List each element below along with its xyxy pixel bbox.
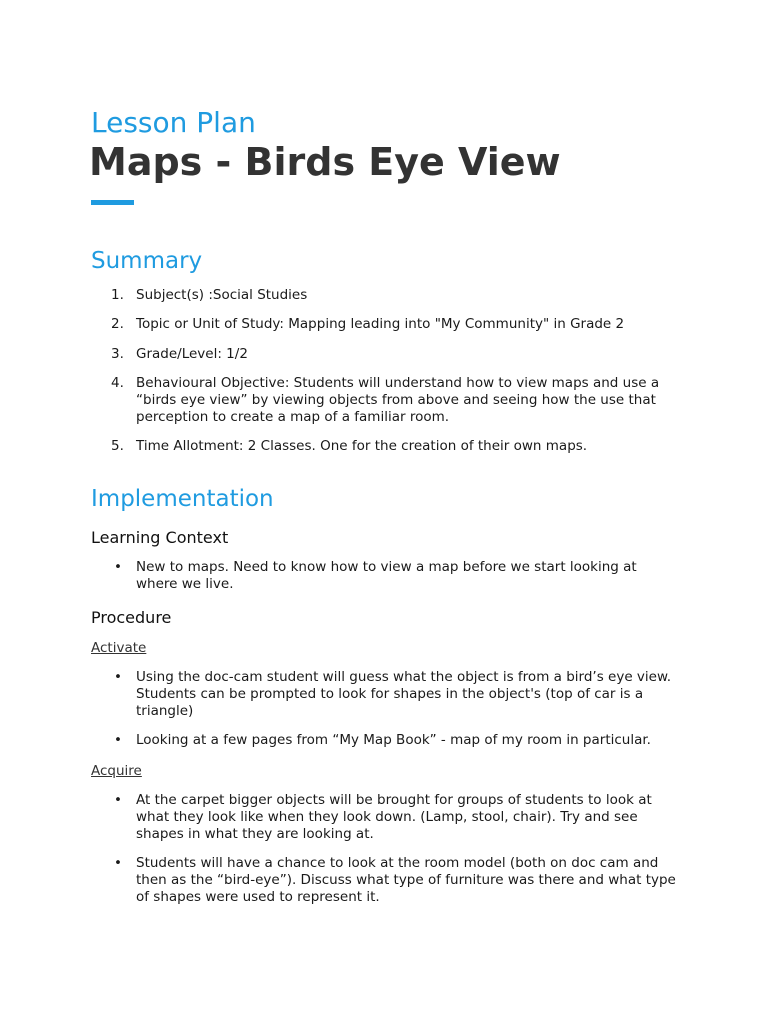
list-item-text: Students will have a chance to look at the room model (both on doc cam and then as the “bird-eye”). Discuss what type of furniture was there and what type of shapes were used to represent it. [136, 855, 676, 905]
list-item [91, 732, 671, 749]
list-item [91, 669, 671, 720]
learning-context-heading: Learning Context [91, 528, 229, 547]
list-item [91, 792, 671, 843]
summary-heading: Summary [91, 248, 203, 274]
summary-item [91, 375, 671, 426]
list-number: 4. [111, 375, 124, 391]
summary-item-text: Time Allotment: 2 Classes. One for the creation of their own maps. [136, 438, 588, 454]
list-number: 5. [111, 438, 124, 454]
list-item [91, 559, 671, 593]
bullet-marker: • [114, 669, 122, 685]
bullet-marker: • [114, 732, 122, 748]
summary-item-text: Subject(s) :Social Studies [136, 287, 308, 303]
summary-item [91, 316, 671, 333]
list-number: 1. [111, 287, 124, 303]
activate-label: Activate [91, 640, 147, 656]
summary-item-text: Behavioural Objective: Students will understand how to view maps and use a “birds eye view” by viewing objects from above and seeing how the use that perception to create a map of a familiar room. [136, 375, 660, 425]
procedure-heading: Procedure [91, 608, 172, 627]
bullet-marker: • [114, 559, 122, 575]
page-title: Maps - Birds Eye View [89, 140, 561, 184]
bullet-marker: • [114, 855, 122, 871]
list-number: 2. [111, 316, 124, 332]
summary-item [91, 438, 671, 455]
list-item-text: Looking at a few pages from “My Map Book” - map of my room in particular. [136, 732, 651, 748]
doc-kicker: Lesson Plan [91, 106, 256, 139]
list-item [91, 855, 676, 906]
summary-item [91, 287, 671, 304]
list-item-text: New to maps. Need to know how to view a map before we start looking at where we live. [136, 559, 637, 592]
summary-item-text: Topic or Unit of Study: Mapping leading into "My Community" in Grade 2 [136, 316, 625, 332]
summary-item-text: Grade/Level: 1/2 [136, 346, 248, 362]
implementation-heading: Implementation [91, 486, 274, 512]
list-item-text: Using the doc-cam student will guess what the object is from a bird’s eye view. Students can be prompted to look for shapes in the object's (top of car is a triangle) [136, 669, 672, 719]
bullet-marker: • [114, 792, 122, 808]
title-accent-rule [91, 200, 134, 205]
summary-item [91, 346, 671, 363]
acquire-label: Acquire [91, 763, 142, 779]
list-number: 3. [111, 346, 124, 362]
list-item-text: At the carpet bigger objects will be brought for groups of students to look at what they look like when they look down. (Lamp, stool, chair). Try and see shapes in what they are looking at. [136, 792, 652, 842]
